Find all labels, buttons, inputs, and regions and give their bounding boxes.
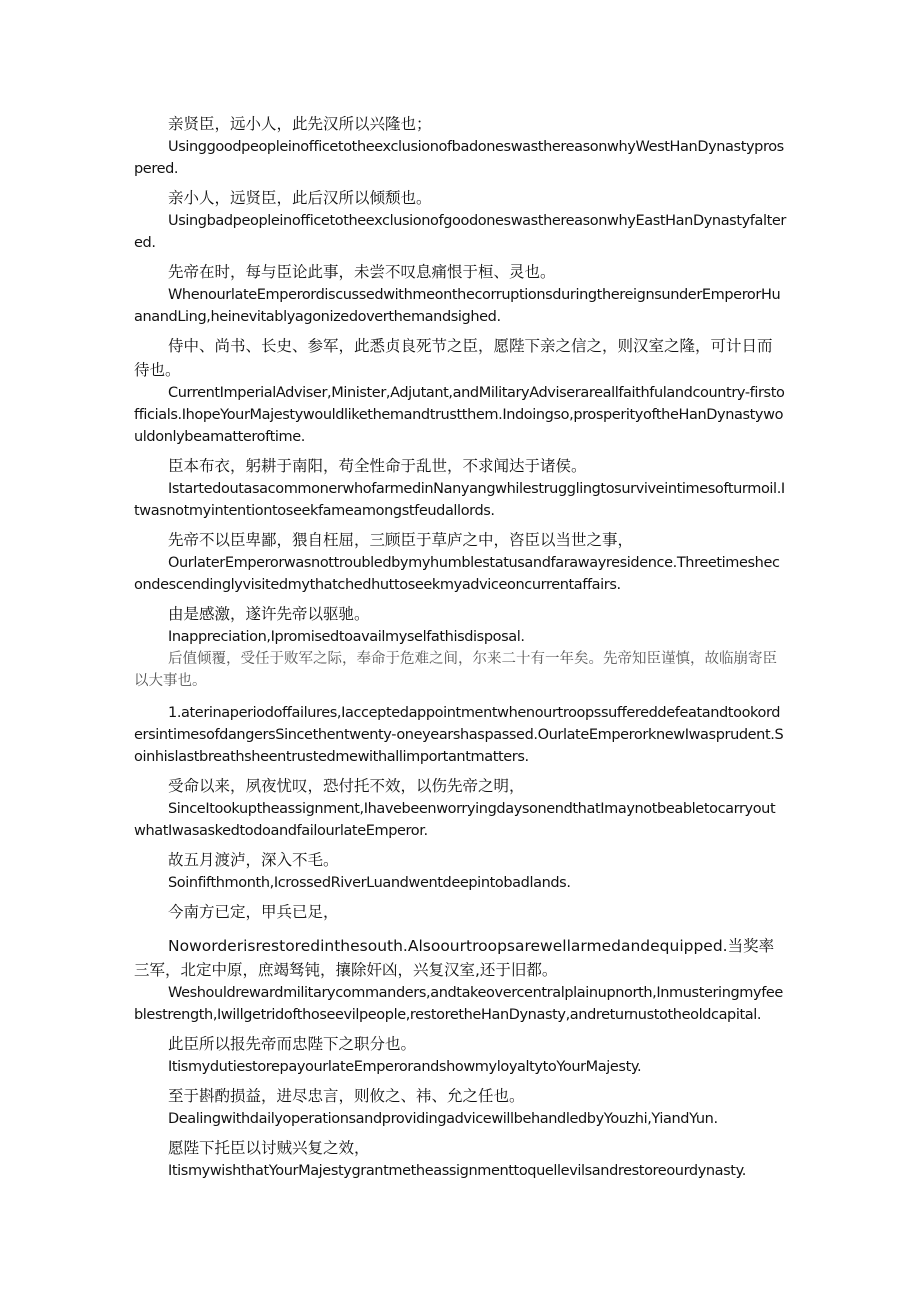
paragraph-zh: 由是感激，遂许先帝以驱驰。 bbox=[168, 605, 370, 623]
paragraph-zh: 受命以来，夙夜忧叹，恐付托不效，以伤先帝之明， bbox=[168, 777, 525, 795]
paragraph-zh: 故五月渡泸，深入不毛。 bbox=[168, 851, 339, 869]
paragraph-zh: 至于斟酌损益，进尽忠言，则攸之、祎、允之任也。 bbox=[168, 1087, 525, 1105]
paragraph-en: ItismywishthatYourMajestygrantmetheassignmenttoquellevilsandrestoreourdynasty. bbox=[168, 1163, 746, 1179]
paragraph-en: Inappreciation,Ipromisedtoavailmyselfathisdisposal. bbox=[168, 629, 525, 645]
paragraph-en: UsingbadpeopleinofficetotheexclusionofgoodoneswasthereasonwhyEastHanDynastyfaltered. bbox=[134, 213, 786, 251]
paragraph-zh: 今南方已定，甲兵已足， bbox=[168, 903, 339, 921]
document-body bbox=[134, 112, 786, 1182]
paragraph-en: OurlaterEmperorwasnottroubledbymyhumblestatusandfarawayresidence.Threetimeshecondescendinglyvisitedmythatchedhuttoseekmyadviceoncurrentaffairs. bbox=[134, 555, 780, 593]
paragraph-zh: 愿陛下托臣以讨贼兴复之效， bbox=[168, 1139, 370, 1157]
paragraph-zh: 亲贤臣，远小人，此先汉所以兴隆也； bbox=[168, 115, 432, 133]
paragraph-zh: 侍中、尚书、长史、参军，此悉贞良死节之臣，愿陛下亲之信之，则汉室之隆，可计日而待也。 bbox=[134, 337, 773, 379]
paragraph-en: SinceItookuptheassignment,IhavebeenworryingdaysonendthatImaynotbeabletocarryoutwhatIwasaskedtodoandfailourlateEmperor. bbox=[134, 801, 776, 839]
paragraph-en: UsinggoodpeopleinofficetotheexclusionofbadoneswasthereasonwhyWestHanDynastyprospered. bbox=[134, 139, 784, 177]
paragraph-mixed: Noworderisrestoredinthesouth.Alsoourtroopsarewellarmedandequipped.当奖率三军，北定中原，庶竭驽钝，攘除奸凶，兴复汉室,还于旧都。 bbox=[134, 937, 775, 979]
paragraph-zh: 先帝不以臣卑鄙，猥自枉屈，三顾臣于草庐之中，咨臣以当世之事， bbox=[168, 531, 634, 549]
paragraph-en: WhenourlateEmperordiscussedwithmeonthecorruptionsduringthereignsunderEmperorHuanandLing,heinevitablyagonizedoverthemandsighed. bbox=[134, 287, 781, 325]
paragraph-zh: 臣本布衣，躬耕于南阳，苟全性命于乱世，不求闻达于诸侯。 bbox=[168, 457, 587, 475]
paragraph-en: Weshouldrewardmilitarycommanders,andtakeovercentralplainupnorth,Inmusteringmyfeeblestrength,Iwillgetridofthoseevilpeople,restoretheHanDynasty,andreturnustotheoldcapital. bbox=[134, 985, 783, 1023]
paragraph-en: DealingwithdailyoperationsandprovidingadvicewillbehandledbyYouzhi,YiandYun. bbox=[168, 1111, 718, 1127]
paragraph-en: CurrentImperialAdviser,Minister,Adjutant,andMilitaryAdviserareallfaithfulandcountry-firstofficials.IhopeYourMajestywouldlikethemandtrustthem.Indoingso,prosperityoftheHanDynastywouldonlybeamatteroftime. bbox=[134, 385, 785, 445]
paragraph-en: IstartedoutasacommonerwhofarmedinNanyangwhilestrugglingtosurviveintimesofturmoil.Itwasnotmyintentiontoseekfameamongstfeudallords. bbox=[134, 481, 785, 519]
paragraph-zh: 先帝在时，每与臣论此事，未尝不叹息痛恨于桓、灵也。 bbox=[168, 263, 556, 281]
paragraph-en: ItismydutiestorepayourlateEmperorandshowmyloyaltytoYourMajesty. bbox=[168, 1059, 642, 1075]
paragraph-zh: 此臣所以报先帝而忠陛下之职分也。 bbox=[168, 1035, 417, 1053]
paragraph-zh-light: 后值倾覆，受任于败军之际，奉命于危难之间，尔来二十有一年矣。先帝知臣谨慎，故临崩寄臣以大事也。 bbox=[134, 651, 777, 689]
paragraph-en: 1.aterinaperiodoffailures,IacceptedappointmentwhenourtroopssuffereddefeatandtookordersintimesofdangersSincethentwenty-oneyearshaspassed.OurlateEmperorknewIwasprudent.Soinhislastbreathsheentrustedmewithallimportantmatters. bbox=[134, 705, 784, 765]
paragraph-zh: 亲小人，远贤臣，此后汉所以倾颓也。 bbox=[168, 189, 432, 207]
paragraph-en: Soinfifthmonth,IcrossedRiverLuandwentdeepintobadlands. bbox=[168, 875, 571, 891]
